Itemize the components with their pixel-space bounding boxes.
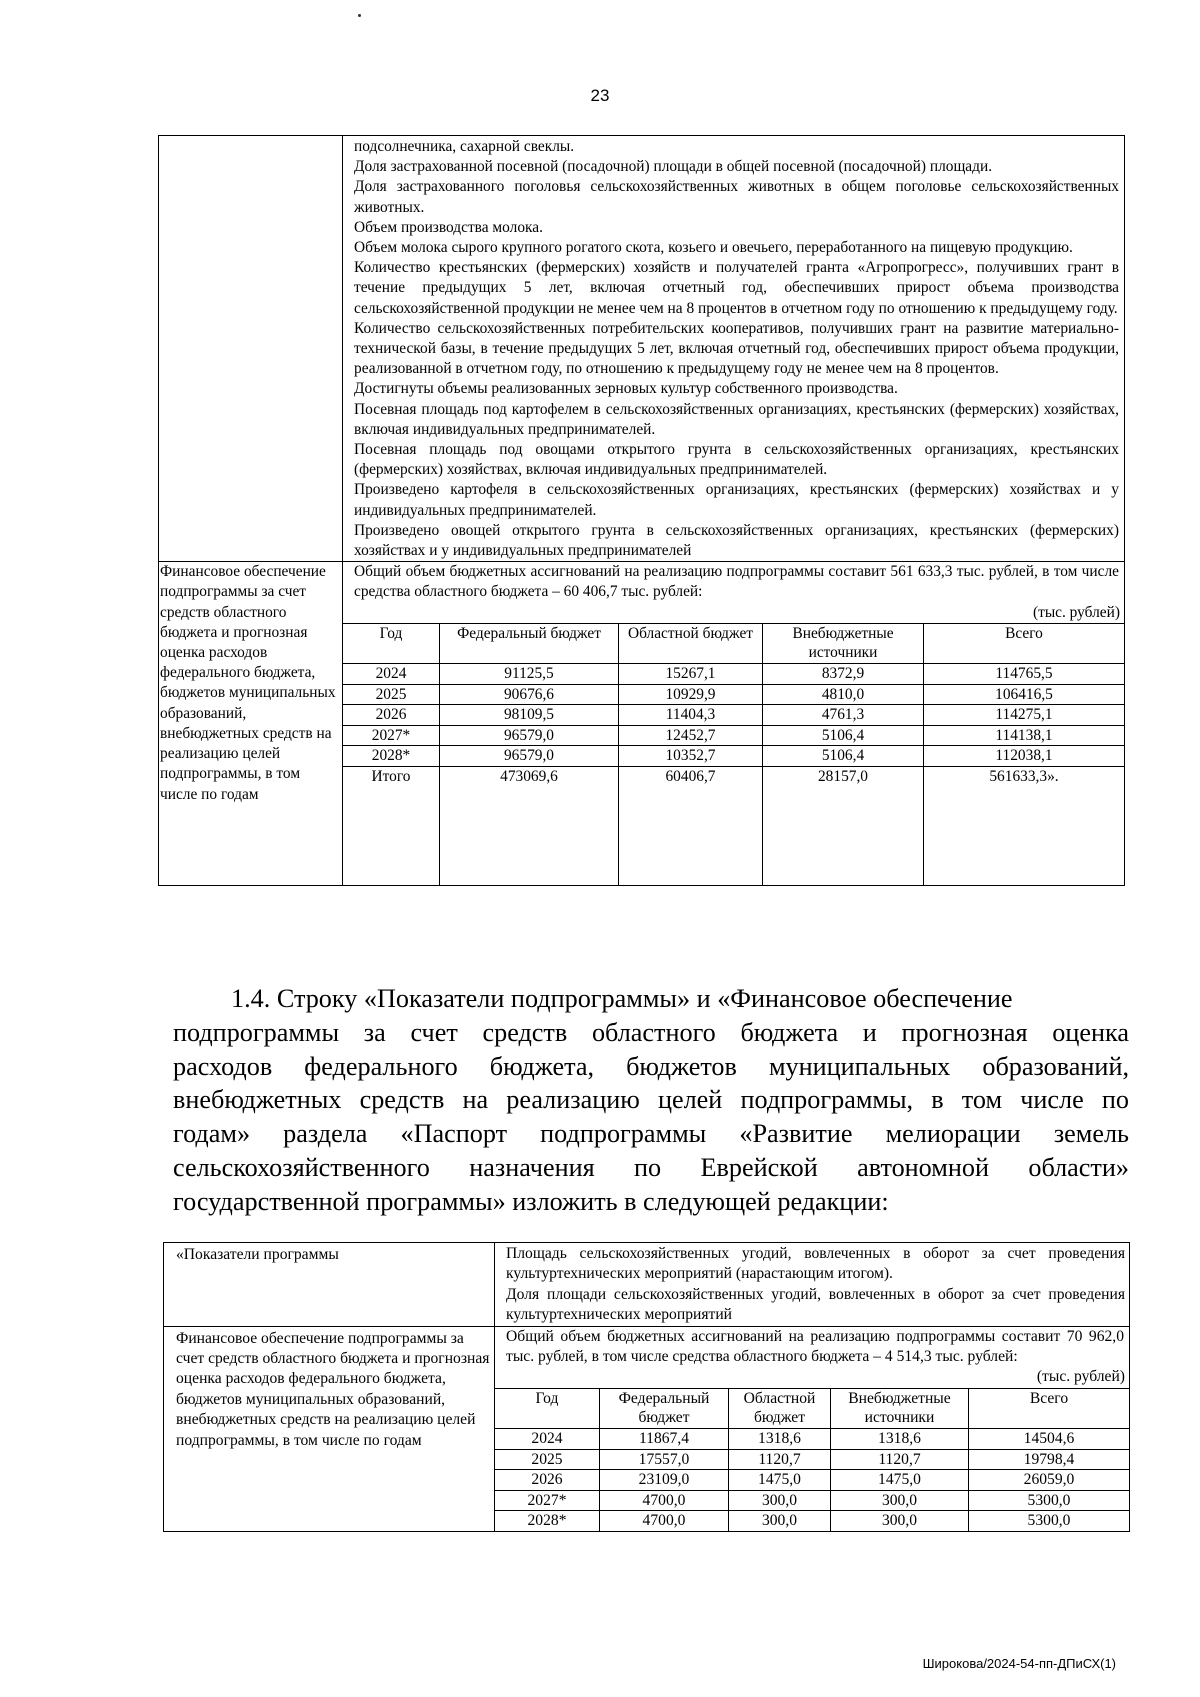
- cell-extrabudget: 4761,3: [763, 705, 924, 726]
- budget-header-row: [343, 623, 1124, 663]
- cell-extrabudget: 28157,0: [763, 767, 924, 886]
- cell-federal: 90676,6: [440, 684, 619, 705]
- melioration-passport-table: [163, 1242, 1130, 1532]
- indicator-line: подсолнечника, сахарной свеклы.: [354, 138, 575, 155]
- budget-total-row: [343, 767, 1124, 886]
- indicator-line: Произведено картофеля в сельскохозяйственных организациях, крестьянских (фермерских) хозяйствах и у индивидуальных предпринимателей.: [354, 481, 1119, 519]
- col-header-extrabudget: Внебюджетные источники: [831, 1388, 969, 1428]
- cell-year: 2026: [495, 1470, 600, 1491]
- budget-row: [495, 1470, 1129, 1491]
- indicator-line: Посевная площадь под картофелем в сельскохозяйственных организациях, крестьянских (фермерских) хозяйствах, включая индивидуальных предпринимателей.: [354, 400, 1119, 438]
- cell-year: 2027*: [343, 725, 440, 746]
- cell-extrabudget: 300,0: [831, 1511, 969, 1531]
- cell-federal: 91125,5: [440, 664, 619, 685]
- col-header-year: Год: [343, 623, 440, 663]
- finance-row: [159, 562, 1125, 886]
- cell-total: 106416,5: [924, 684, 1125, 705]
- cell-total: 114138,1: [924, 725, 1125, 746]
- budget-table: [495, 1388, 1129, 1531]
- indicators-text-cell: [343, 136, 1125, 562]
- indicator-line: Произведено овощей открытого грунта в сельскохозяйственных организациях, крестьянских (фермерских) хозяйствах и у индивидуальных предпринимателей: [354, 521, 1119, 560]
- cell-year: 2028*: [495, 1511, 600, 1531]
- cell-year: 2026: [343, 705, 440, 726]
- cell-federal: 96579,0: [440, 746, 619, 767]
- cell-regional: 15267,1: [619, 664, 763, 685]
- cell-regional: 12452,7: [619, 725, 763, 746]
- cell-federal: 4700,0: [600, 1511, 729, 1531]
- col-header-federal: Федеральный бюджет: [440, 623, 619, 663]
- cell-total: 5300,0: [969, 1490, 1130, 1511]
- cell-total: 561633,3».: [924, 767, 1125, 886]
- cell-federal: 17557,0: [600, 1449, 729, 1470]
- document-footer-code: Широкова/2024-54-пп-ДПиСХ(1): [922, 1656, 1116, 1671]
- indicator-line: Количество крестьянских (фермерских) хозяйств и получателей гранта «Агропрогресс», получивших грант в течение предыдущих 5 лет, включая отчетный год, обеспечивших прирост объема производства сельскохозяйственной продукции не менее чем на 8 процентов в отчетном году по отношению к предыдущему году.: [354, 259, 1119, 317]
- indicator-line: Доля застрахованного поголовья сельскохозяйственных животных в общем поголовье сельскохозяйственных животных.: [354, 178, 1119, 216]
- cell-year: 2025: [343, 684, 440, 705]
- budget-row: [343, 746, 1124, 767]
- unit-label: (тыс. рублей): [1032, 603, 1120, 621]
- indicators-row: [159, 136, 1125, 562]
- budget-row: [495, 1449, 1129, 1470]
- cell-regional: 1120,7: [729, 1449, 831, 1470]
- indicators-label-cell: [159, 136, 343, 562]
- cell-extrabudget: 5106,4: [763, 725, 924, 746]
- cell-total: 114765,5: [924, 664, 1125, 685]
- col-header-total: Всего: [969, 1388, 1130, 1428]
- paragraph-line: годам» раздела «Паспорт подпрограммы «Развитие мелиорации земель: [173, 1119, 1129, 1149]
- indicator-line: Доля застрахованной посевной (посадочной) площади в общей посевной (посадочной) площади.: [354, 158, 993, 176]
- col-header-total: Всего: [924, 623, 1125, 663]
- cell-federal: 96579,0: [440, 725, 619, 746]
- col-header-extrabudget: Внебюджетные источники: [763, 623, 924, 663]
- indicator-line: Объем молока сырого крупного рогатого скота, козьего и овечьего, переработанного на пищевую продукцию.: [354, 239, 1073, 257]
- cell-total: 5300,0: [969, 1511, 1130, 1531]
- cell-regional: 1475,0: [729, 1470, 831, 1491]
- cell-year: 2027*: [495, 1490, 600, 1511]
- paragraph-line: государственной программы» изложить в следующей редакции:: [173, 1186, 889, 1216]
- indicator-line: Посевная площадь под овощами открытого грунта в сельскохозяйственных организациях, крестьянских (фермерских) хозяйствах, включая индивидуальных предпринимателей.: [354, 441, 1119, 479]
- finance-label: Финансовое обеспечение подпрограммы за счет средств областного бюджета и прогнозная оценка расходов федерального бюджета, бюджетов муниципальных образований, внебюджетных средств на реализацию целей подпрограммы, в том числе по годам: [164, 1326, 495, 1531]
- budget-table: [343, 623, 1124, 885]
- page-number: 23: [590, 86, 610, 105]
- finance-row: [164, 1326, 1130, 1531]
- indicator-line: Площадь сельскохозяйственных угодий, вовлеченных в оборот за счет проведения культуртехнических мероприятий (нарастающим итогом).: [506, 1245, 1125, 1283]
- cell-extrabudget: 1120,7: [831, 1449, 969, 1470]
- finance-text: Общий объем бюджетных ассигнований на реализацию подпрограммы составит 561 633,3 тыс. рублей, в том числе средства областного бюджета – 60 406,7 тыс. рублей:: [354, 563, 1119, 601]
- budget-row: [495, 1429, 1129, 1450]
- col-header-federal: Федеральный бюджет: [600, 1388, 729, 1428]
- col-header-regional: Областной бюджет: [729, 1388, 831, 1428]
- cell-regional: 11404,3: [619, 705, 763, 726]
- finance-text: Общий объем бюджетных ассигнований на реализацию подпрограммы составит 70 962,0 тыс. рублей, в том числе средства областного бюджета – 4 514,3 тыс. рублей:: [506, 1327, 1124, 1366]
- cell-regional: 10929,9: [619, 684, 763, 705]
- col-header-regional: Областной бюджет: [619, 623, 763, 663]
- cell-total: 14504,6: [969, 1429, 1130, 1450]
- cell-federal: 4700,0: [600, 1490, 729, 1511]
- budget-row: [495, 1511, 1129, 1531]
- cell-extrabudget: 5106,4: [763, 746, 924, 767]
- paragraph-line: подпрограммы за счет средств областного бюджета и прогнозная оценка: [173, 1017, 1129, 1047]
- unit-label: (тыс. рублей): [1036, 1368, 1125, 1386]
- cell-regional: 300,0: [729, 1490, 831, 1511]
- cell-regional: 10352,7: [619, 746, 763, 767]
- cell-regional: 1318,6: [729, 1429, 831, 1450]
- cell-year: 2024: [495, 1429, 600, 1450]
- budget-row: [495, 1490, 1129, 1511]
- amendment-paragraph: [173, 982, 1129, 1219]
- paragraph-line: 1.4. Строку «Показатели подпрограммы» и «Финансовое обеспечение: [231, 984, 1013, 1013]
- cell-regional: 300,0: [729, 1511, 831, 1531]
- col-header-year: Год: [495, 1388, 600, 1428]
- indicators-text-cell: [495, 1243, 1130, 1327]
- cell-federal: 473069,6: [440, 767, 619, 886]
- cell-federal: 11867,4: [600, 1429, 729, 1450]
- subprogram-passport-table: [158, 135, 1125, 886]
- cell-total: 19798,4: [969, 1449, 1130, 1470]
- budget-row: [343, 725, 1124, 746]
- finance-cell: [495, 1326, 1130, 1531]
- cell-total: 112038,1: [924, 746, 1125, 767]
- indicator-line: Доля площади сельскохозяйственных угодий, вовлеченных в оборот за счет проведения культуртехнических мероприятий: [506, 1285, 1125, 1324]
- indicator-line: Количество сельскохозяйственных потребительских кооперативов, получивших грант на развитие материально-технической базы, в течение предыдущих 5 лет, включая отчетный год, обеспечивших прирост объема продукции, реализованной в отчетном году, по отношению к предыдущему году не менее чем на 8 процентов.: [354, 319, 1119, 378]
- scan-speck: [358, 14, 361, 17]
- indicator-line: Объем производства молока.: [354, 218, 543, 236]
- cell-total: 26059,0: [969, 1470, 1130, 1491]
- indicators-label: «Показатели программы: [164, 1243, 495, 1327]
- finance-label: Финансовое обеспечение подпрограммы за счет средств областного бюджета и прогнозная оценка расходов федерального бюджета, бюджетов муниципальных образований, внебюджетных средств на реализацию целей подпрограммы, в том числе по годам: [159, 562, 343, 886]
- cell-year: 2025: [495, 1449, 600, 1470]
- budget-row: [343, 664, 1124, 685]
- cell-extrabudget: 8372,9: [763, 664, 924, 685]
- cell-year: Итого: [343, 767, 440, 886]
- cell-extrabudget: 300,0: [831, 1490, 969, 1511]
- budget-row: [343, 705, 1124, 726]
- cell-year: 2028*: [343, 746, 440, 767]
- cell-federal: 98109,5: [440, 705, 619, 726]
- budget-row: [343, 684, 1124, 705]
- cell-federal: 23109,0: [600, 1470, 729, 1491]
- paragraph-line: сельскохозяйственного назначения по Еврейской автономной области»: [173, 1152, 1129, 1182]
- budget-header-row: [495, 1388, 1129, 1428]
- cell-total: 114275,1: [924, 705, 1125, 726]
- indicators-row: [164, 1243, 1130, 1327]
- cell-extrabudget: 4810,0: [763, 684, 924, 705]
- finance-cell: [343, 562, 1125, 886]
- cell-year: 2024: [343, 664, 440, 685]
- paragraph-line: расходов федерального бюджета, бюджетов муниципальных образований,: [173, 1051, 1129, 1081]
- cell-extrabudget: 1318,6: [831, 1429, 969, 1450]
- paragraph-line: внебюджетных средств на реализацию целей подпрограммы, в том числе по: [173, 1085, 1129, 1115]
- cell-regional: 60406,7: [619, 767, 763, 886]
- indicator-line: Достигнуты объемы реализованных зерновых культур собственного производства.: [354, 380, 898, 398]
- cell-extrabudget: 1475,0: [831, 1470, 969, 1491]
